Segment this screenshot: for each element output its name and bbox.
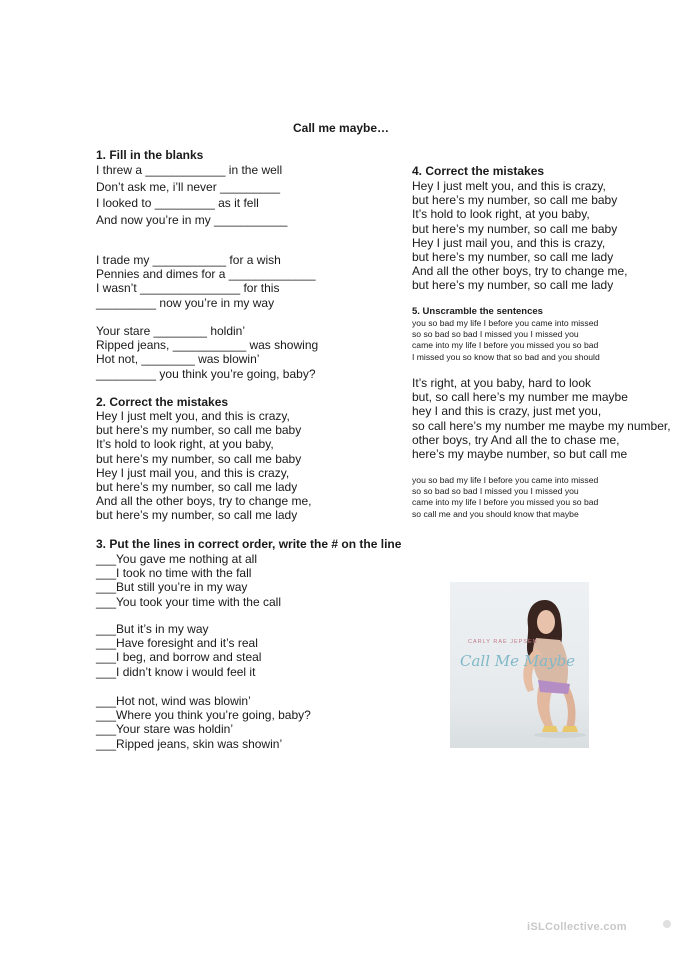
scrambled-line: came into my life I before you missed you so bad xyxy=(412,340,599,351)
order-line: ___Hot not, wind was blowin’ xyxy=(96,694,251,708)
section-1-group-3 xyxy=(96,324,318,381)
section-3-group-2 xyxy=(96,622,261,679)
section-5-scrambled-2 xyxy=(412,376,671,461)
order-line: ___Ripped jeans, skin was showin’ xyxy=(96,736,283,751)
order-line: ___Your stare was holdin’ xyxy=(96,722,233,737)
scrambled-line: you so bad my life I before you came into missed xyxy=(412,475,599,485)
album-title: Call Me Maybe xyxy=(460,652,576,670)
blank-line: Don’t ask me, i’ll never _________ xyxy=(96,179,281,194)
lyric-line: but here’s my number, so call me baby xyxy=(96,423,302,438)
blank-line: _________ you think you’re going, baby? xyxy=(96,366,316,381)
scrambled-line: you so bad my life I before you came into missed xyxy=(412,318,599,328)
lyric-line: but here’s my number, so call me lady xyxy=(96,480,298,495)
lyric-line: And all the other boys, try to change me, xyxy=(96,494,312,509)
lyric-line: It’s hold to look right, at you baby, xyxy=(412,207,590,222)
page-title: Call me maybe… xyxy=(293,121,390,135)
order-line: ___You took your time with the call xyxy=(96,594,281,609)
scrambled-line: It’s right, at you baby, hard to look xyxy=(412,376,591,390)
order-line: ___I beg, and borrow and steal xyxy=(96,650,262,665)
scrambled-line: but, so call here’s my number me maybe xyxy=(412,390,628,405)
scrambled-line: I missed you so know that so bad and you should xyxy=(412,351,600,362)
lyric-line: but here’s my number, so call me lady xyxy=(412,250,614,265)
lyric-line: Hey I just melt you, and this is crazy, xyxy=(96,409,290,423)
watermark: iSLCollective.com xyxy=(527,921,627,933)
section-1-heading: 1. Fill in the blanks xyxy=(96,148,204,162)
blank-line: I looked to _________ as it fell xyxy=(96,196,259,210)
section-3-group-3 xyxy=(96,694,311,751)
blank-line: I threw a ____________ in the well xyxy=(96,163,283,177)
blank-line: Hot not, ________ was blowin’ xyxy=(96,352,260,367)
section-1-group-2 xyxy=(96,253,316,310)
lyric-line: And all the other boys, try to change me, xyxy=(412,264,628,279)
section-4-lines xyxy=(412,179,627,293)
section-5-scrambled-1 xyxy=(412,318,600,363)
order-line: ___You gave me nothing at all xyxy=(96,552,258,566)
lyric-line: but here’s my number, so call me baby xyxy=(96,451,302,466)
section-2-heading: 2. Correct the mistakes xyxy=(96,395,229,409)
lyric-line: Hey I just mail you, and this is crazy, xyxy=(96,465,290,480)
order-line: ___Have foresight and it’s real xyxy=(96,636,258,651)
blank-line: I trade my ___________ for a wish xyxy=(96,253,281,267)
lyric-line: but here’s my number, so call me baby xyxy=(412,221,618,236)
scrambled-line: other boys, try And all the to chase me, xyxy=(412,432,620,447)
order-line: ___But still you’re in my way xyxy=(96,580,248,595)
album-artist: CARLY RAE JEPSEN xyxy=(468,639,538,645)
blank-line: I wasn’t _______________ for this xyxy=(96,281,280,296)
lyric-line: but here’s my number, so call me baby xyxy=(412,193,618,208)
section-3-heading: 3. Put the lines in correct order, write the # on the line xyxy=(96,537,402,551)
order-line: ___But it’s in my way xyxy=(96,622,209,636)
scrambled-line: so call here’s my number me maybe my number, xyxy=(412,418,671,433)
order-line: ___I didn’t know i would feel it xyxy=(96,664,256,679)
order-line: ___I took no time with the fall xyxy=(96,566,252,581)
lyric-line: but here’s my number, so call me lady xyxy=(96,508,298,523)
scrambled-line: so so bad so bad I missed you I missed you xyxy=(412,329,579,340)
lyric-line: It’s hold to look right, at you baby, xyxy=(96,437,274,452)
scrambled-line: here’s my maybe number, so but call me xyxy=(412,447,628,462)
blank-line: And now you’re in my ___________ xyxy=(96,212,288,227)
lyric-line: Hey I just melt you, and this is crazy, xyxy=(412,179,606,193)
corner-mark xyxy=(663,920,671,928)
lyric-line: Hey I just mail you, and this is crazy, xyxy=(412,235,606,250)
blank-line: Ripped jeans, ___________ was showing xyxy=(96,338,319,353)
scrambled-line: so so bad so bad I missed you I missed you xyxy=(412,486,579,497)
blank-line: Pennies and dimes for a _____________ xyxy=(96,267,316,282)
scrambled-line: came into my life I before you missed you so bad xyxy=(412,497,599,508)
blank-line: Your stare ________ holdin’ xyxy=(96,324,246,338)
scrambled-line: hey I and this is crazy, just met you, xyxy=(412,404,602,419)
section-1-group-1 xyxy=(96,163,287,229)
blank-line: _________ now you’re in my way xyxy=(96,295,275,310)
scrambled-line: so call me and you should know that maybe xyxy=(412,508,579,519)
section-5-scrambled-3 xyxy=(412,475,598,520)
section-5-heading: 5. Unscramble the sentences xyxy=(412,306,543,317)
album-cover-image xyxy=(450,582,589,748)
lyric-line: but here’s my number, so call me lady xyxy=(412,278,614,293)
order-line: ___Where you think you’re going, baby? xyxy=(96,708,311,723)
section-2-lines xyxy=(96,409,311,523)
section-3-group-1 xyxy=(96,552,281,609)
section-4-heading: 4. Correct the mistakes xyxy=(412,164,545,178)
